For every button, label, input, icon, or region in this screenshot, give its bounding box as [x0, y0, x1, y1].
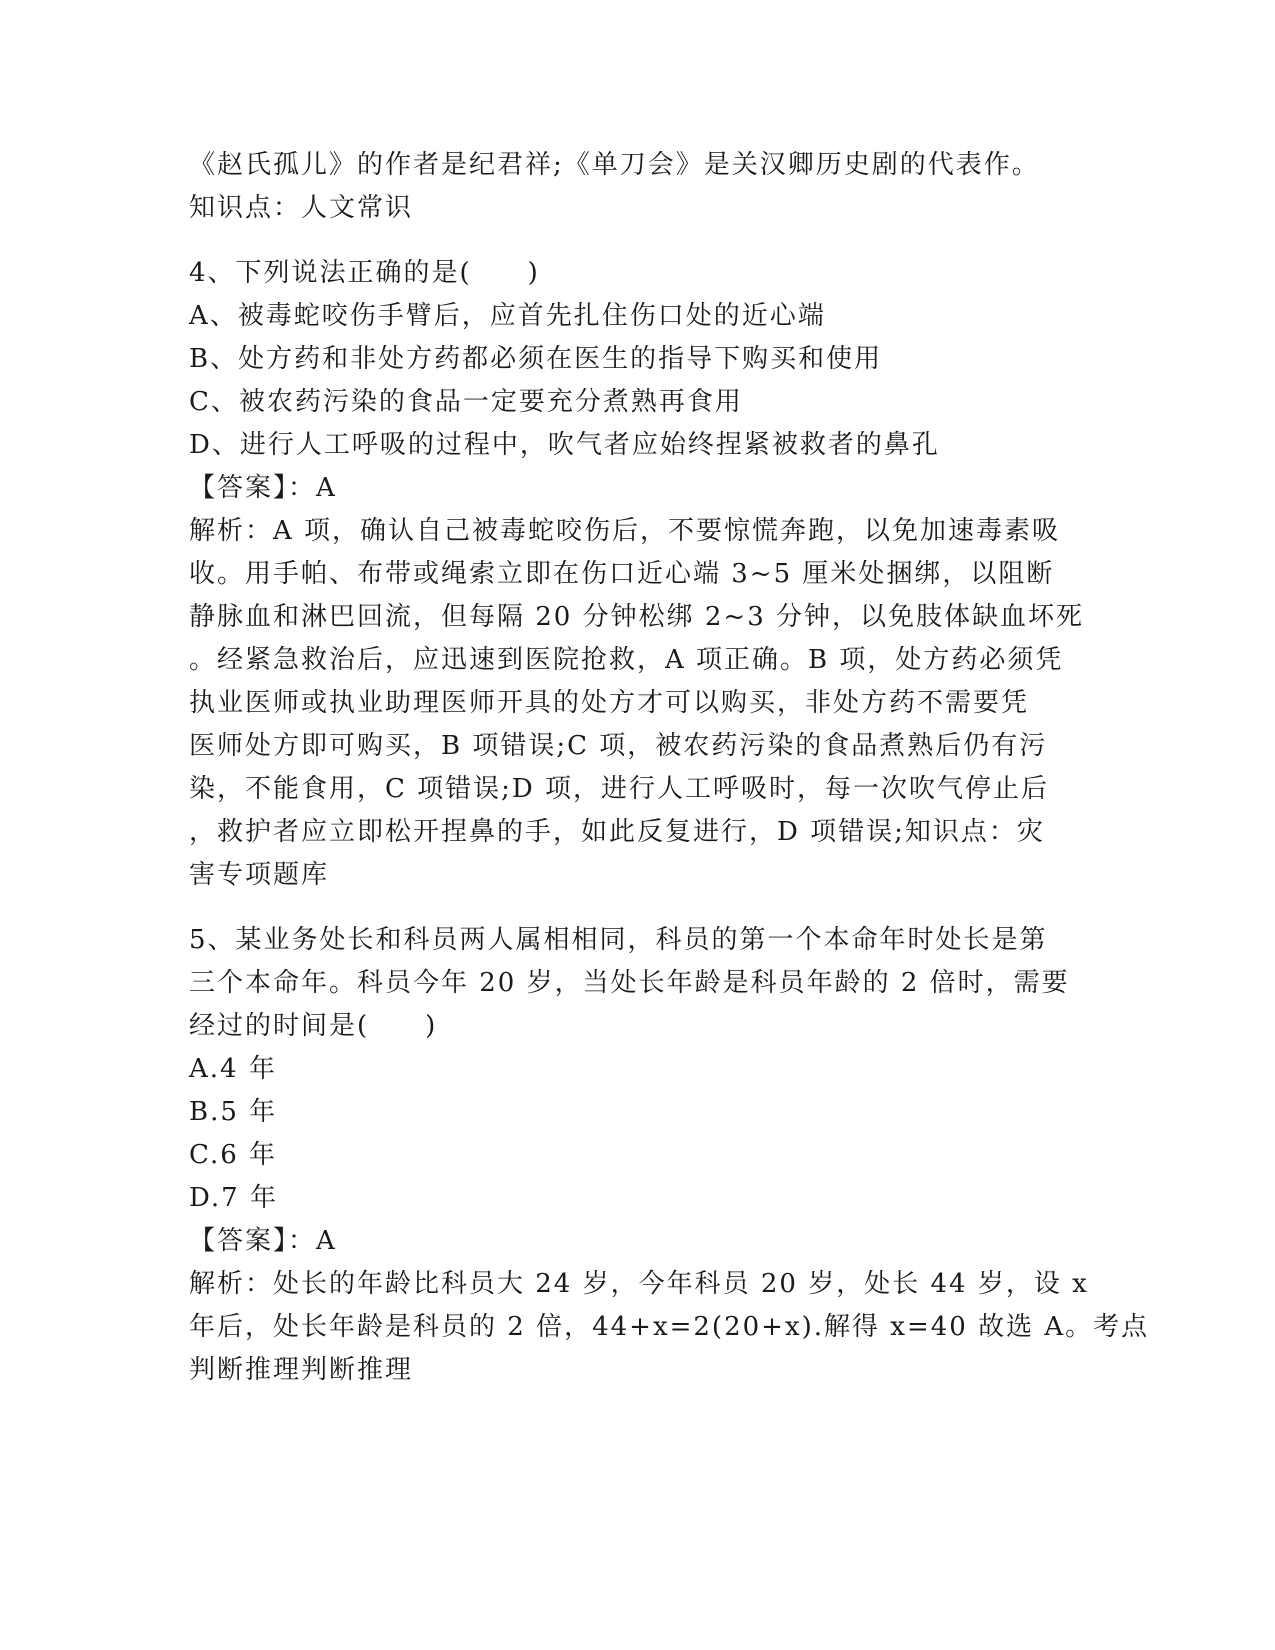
analysis-line: 判断推理判断推理	[189, 1355, 414, 1385]
option-b: B.5 年	[189, 1097, 278, 1127]
question-stem: 三个本命年。科员今年 20 岁，当处长年龄是科员年龄的 2 倍时，需要	[189, 968, 1070, 998]
question-4	[189, 252, 1089, 897]
question-stem: 4、下列说法正确的是( )	[189, 258, 540, 288]
analysis-line: 。经紧急救治后，应迅速到医院抢救，A 项正确。B 项，处方药必须凭	[189, 645, 1064, 675]
option-d: D、进行人工呼吸的过程中，吹气者应始终捏紧被救者的鼻孔	[189, 430, 940, 460]
option-a: A.4 年	[189, 1054, 277, 1084]
analysis-line: 执业医师或执业助理医师开具的处方才可以购买，非处方药不需要凭	[189, 688, 1030, 718]
document-content	[189, 144, 1150, 1392]
spacer	[189, 230, 1089, 252]
analysis-line: 收。用手帕、布带或绳索立即在伤口近心端 3~5 厘米处捆绑，以阻断	[189, 559, 1055, 589]
question-stem: 经过的时间是( )	[189, 1011, 438, 1041]
carryover-section	[189, 144, 1089, 230]
answer-line: 【答案】：A	[189, 473, 337, 503]
analysis-line: 静脉血和淋巴回流，但每隔 20 分钟松绑 2~3 分钟，以免肢体缺血坏死	[189, 602, 1085, 632]
spacer	[189, 897, 1089, 919]
option-a: A、被毒蛇咬伤手臂后，应首先扎住伤口处的近心端	[189, 301, 826, 331]
analysis-line: 年后，处长年龄是科员的 2 倍，44+x=2(20+x).解得 x=40 故选 A。考点	[189, 1312, 1150, 1342]
option-c: C.6 年	[189, 1140, 278, 1170]
analysis-line: 害专项题库	[189, 860, 330, 890]
option-b: B、处方药和非处方药都必须在医生的指导下购买和使用	[189, 344, 883, 374]
analysis-line: 医师处方即可购买，B 项错误;C 项，被农药污染的食品煮熟后仍有污	[189, 731, 1048, 761]
carryover-line: 《赵氏孤儿》的作者是纪君祥;《单刀会》是关汉卿历史剧的代表作。	[189, 150, 1040, 180]
analysis-line: 解析：A 项，确认自己被毒蛇咬伤后，不要惊慌奔跑，以免加速毒素吸	[189, 516, 1061, 546]
question-5	[189, 919, 1150, 1392]
analysis-line: ，救护者应立即松开捏鼻的手，如此反复进行，D 项错误;知识点：灾	[189, 817, 1045, 847]
answer-line: 【答案】：A	[189, 1226, 337, 1256]
option-d: D.7 年	[189, 1183, 278, 1213]
option-c: C、被农药污染的食品一定要充分煮熟再食用	[189, 387, 743, 417]
knowledge-point: 知识点：人文常识	[189, 193, 414, 223]
question-stem: 5、某业务处长和科员两人属相相同，科员的第一个本命年时处长是第	[189, 925, 1048, 955]
analysis-line: 染，不能食用，C 项错误;D 项，进行人工呼吸时，每一次吹气停止后	[189, 774, 1050, 804]
analysis-line: 解析：处长的年龄比科员大 24 岁，今年科员 20 岁，处长 44 岁，设 x	[189, 1269, 1089, 1299]
